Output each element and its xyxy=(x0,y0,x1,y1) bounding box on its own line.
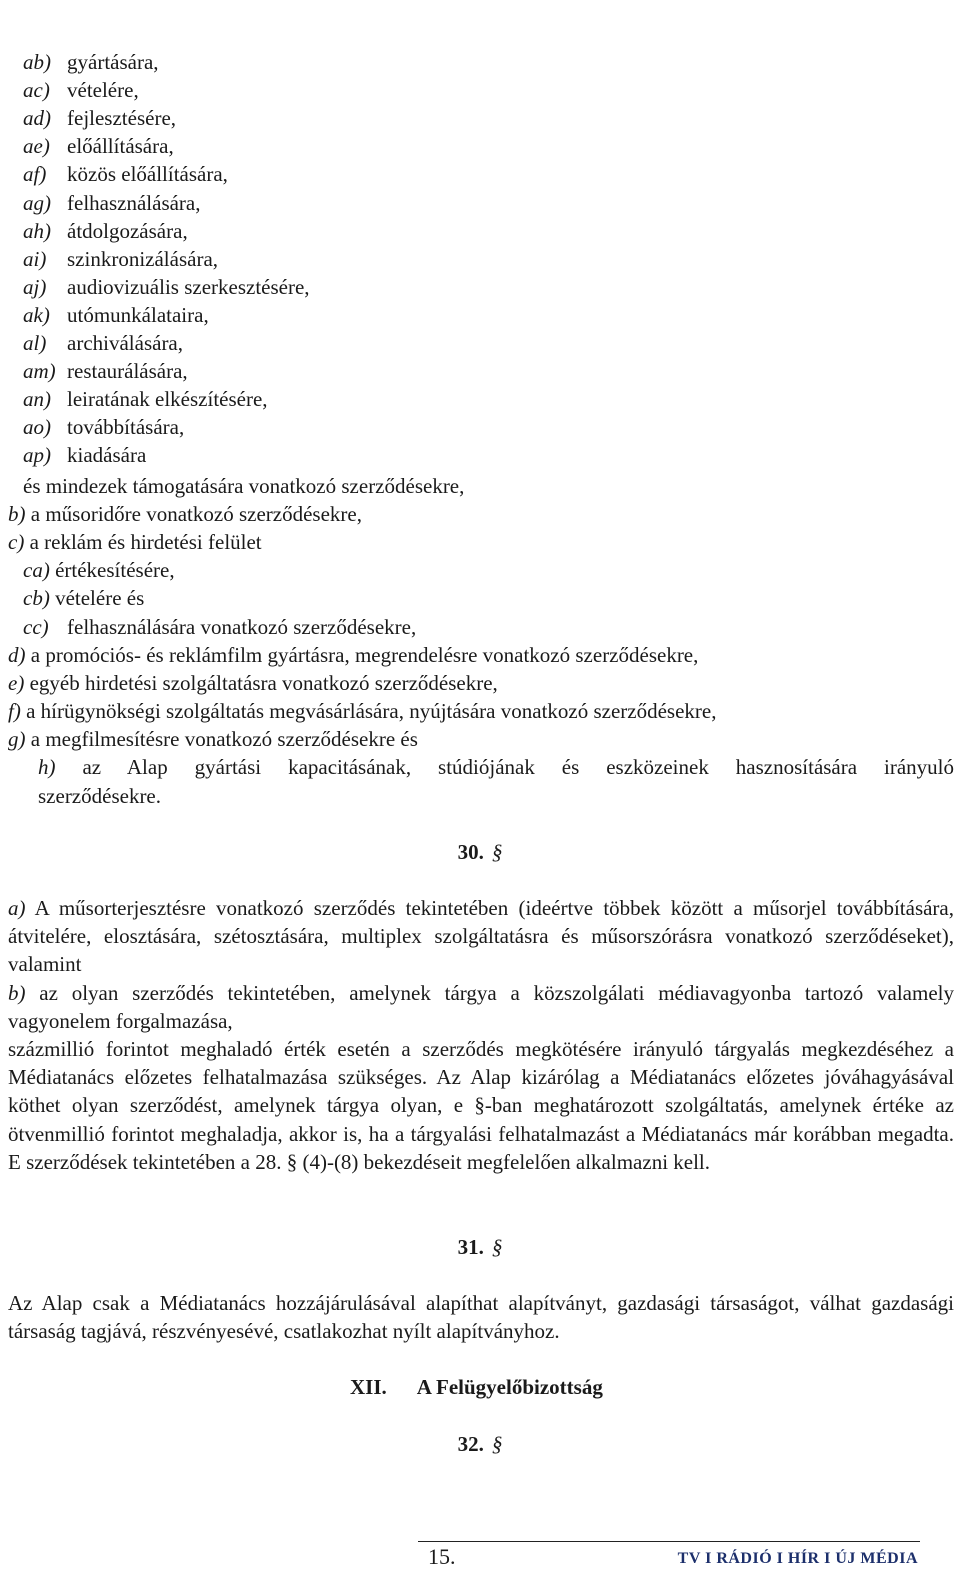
list-item xyxy=(23,132,174,160)
item-text: az olyan szerződés tekintetében, amelynek tárgya a közszolgálati médiavagyonba tartozó valamely vagyonelem forgalmazása, xyxy=(8,980,954,1033)
item-text: értékesítésére, xyxy=(49,558,175,582)
list-item xyxy=(23,76,139,104)
item-label: g) xyxy=(8,727,26,751)
item-text: kiadására xyxy=(67,443,147,468)
list-item xyxy=(23,329,183,357)
item-label: an) xyxy=(23,387,51,412)
item-label: ai) xyxy=(23,246,47,271)
section-number: 31. xyxy=(457,1235,484,1259)
chapter-heading xyxy=(350,1373,603,1401)
item-text: a műsoridőre vonatkozó szerződésekre, xyxy=(25,502,362,526)
item-label: b) xyxy=(8,980,26,1005)
list-item-b xyxy=(8,500,362,528)
section-heading-31 xyxy=(0,1233,960,1261)
page-number: 15. xyxy=(428,1544,456,1569)
item-text: gyártására, xyxy=(67,50,159,74)
section-heading-32 xyxy=(0,1430,960,1458)
item-label: ae) xyxy=(23,134,50,159)
item-text: előállítására, xyxy=(67,134,174,159)
list-item xyxy=(23,245,218,273)
item-text: közös előállítására, xyxy=(67,162,228,187)
section-number: 32. xyxy=(457,1432,484,1456)
list-item xyxy=(23,441,146,469)
chapter-title: A Felügyelőbizottság xyxy=(416,1375,603,1399)
item-text: restaurálására, xyxy=(67,359,188,384)
item-label: ag) xyxy=(23,190,51,215)
item-text: egyéb hirdetési szolgáltatásra vonatkozó szerződésekre, xyxy=(24,671,498,695)
section-heading-30 xyxy=(0,838,960,866)
list-item xyxy=(23,217,188,245)
item-text: vételére, xyxy=(67,78,139,103)
list-item-ca xyxy=(23,556,175,584)
paragraph-symbol: § xyxy=(491,840,503,864)
section-30-body: százmillió forintot meghaladó érték esetén a szerződés megkötésére irányuló tárgyalás megkezdéséhez a Médiatanács előzetes felhatalmazása szükséges. Az Alap kizárólag a Médiatanács előzetes jóváhagyásával köthet olyan szerződést, amelynek tárgya olyan, e §-ban meghatározott szolgáltatás, amelynek értéke az ötvenmillió forintot meghaladja, akkor is, ha a tárgyalási felhatalmazást a Médiatanács már korábban megadta. E szerződések tekintetében a 28. § (4)-(8) bekezdéseit megfelelően alkalmazni kell. xyxy=(8,1037,954,1174)
footer-brand: TV I RÁDIÓ I HÍR I ÚJ MÉDIA xyxy=(677,1550,918,1567)
item-label: b) xyxy=(8,502,26,526)
section-30-item-b xyxy=(8,979,954,1035)
item-label: ak) xyxy=(23,302,50,327)
item-text: fejlesztésére, xyxy=(67,106,177,131)
list-item xyxy=(23,357,188,385)
item-label: aj) xyxy=(23,274,47,299)
item-label: am) xyxy=(23,359,56,384)
item-label: f) xyxy=(8,699,21,723)
list-item xyxy=(23,104,176,132)
section-number: 30. xyxy=(457,840,484,864)
item-text: felhasználására vonatkozó szerződésekre, xyxy=(67,615,417,639)
item-text: utómunkálataira, xyxy=(67,302,209,327)
item-label: ca) xyxy=(23,558,50,582)
section-31-body: Az Alap csak a Médiatanács hozzájárulásával alapíthat alapítványt, gazdasági társaságot, válhat gazdasági társaság tagjává, részvényesévé, csatlakozhat nyílt alapítványhoz. xyxy=(8,1291,954,1344)
item-label: af) xyxy=(23,162,47,187)
item-text: audiovizuális szerkesztésére, xyxy=(67,274,310,299)
list-item xyxy=(23,48,159,76)
list-item xyxy=(23,301,209,329)
list-item xyxy=(23,413,184,441)
section-30-text xyxy=(8,894,954,1176)
item-label: ac) xyxy=(23,78,50,103)
item-label: ad) xyxy=(23,106,51,131)
item-text: a promóciós- és reklámfilm gyártásra, megrendelésre vonatkozó szerződésekre, xyxy=(25,643,699,667)
item-label: ao) xyxy=(23,415,51,440)
item-label: ah) xyxy=(23,218,51,243)
item-text: leiratának elkészítésére, xyxy=(67,387,268,412)
list-item-g xyxy=(8,725,418,753)
list-item-e xyxy=(8,669,498,697)
summary-line: és mindezek támogatására vonatkozó szerződésekre, xyxy=(23,474,465,498)
item-text: felhasználására, xyxy=(67,190,201,215)
list-item-f xyxy=(8,697,716,725)
item-label: h) xyxy=(38,755,56,779)
list-item xyxy=(23,273,310,301)
item-label: c) xyxy=(8,530,25,554)
item-h-first-line xyxy=(38,753,954,781)
list-item-c xyxy=(8,528,262,556)
item-text: a hírügynökségi szolgáltatás megvásárlására, nyújtására vonatkozó szerződésekre, xyxy=(20,699,717,723)
item-text: vételére és xyxy=(49,586,145,610)
list-item-cb xyxy=(23,584,144,612)
section-31-text xyxy=(8,1289,954,1345)
item-label: ab) xyxy=(23,50,51,74)
list-item-h xyxy=(38,753,954,781)
paragraph-symbol: § xyxy=(491,1235,503,1259)
item-text: archiválására, xyxy=(67,331,184,355)
item-text: továbbítására, xyxy=(67,415,185,440)
list-item xyxy=(23,385,268,413)
list-item xyxy=(23,160,228,188)
item-text: átdolgozására, xyxy=(67,218,188,243)
item-label: e) xyxy=(8,671,25,695)
item-text: A műsorterjesztésre vonatkozó szerződés tekintetében (ideértve többek között a műsorjel továbbítására, átvitelére, elosztására, szétosztására, multiplex szolgáltatásra és műsorszórásra vonatkozó szerződéseket), valamint xyxy=(8,896,954,977)
chapter-number: XII. xyxy=(350,1375,387,1399)
item-label: d) xyxy=(8,643,26,667)
list-item-cc xyxy=(23,613,416,641)
item-text: szinkronizálására, xyxy=(67,246,219,271)
list-item xyxy=(23,189,201,217)
item-label: cb) xyxy=(23,586,50,610)
item-label: a) xyxy=(8,896,26,920)
item-h-continuation: szerződésekre. xyxy=(38,784,162,808)
item-text: a reklám és hirdetési felület xyxy=(24,530,262,554)
item-label: ap) xyxy=(23,443,51,468)
item-text: a megfilmesítésre vonatkozó szerződésekre és xyxy=(25,727,418,751)
item-text: az Alap gyártási kapacitásának, stúdiójának és eszközeinek hasznosítására irányuló xyxy=(55,755,954,779)
list-item-d xyxy=(8,641,698,669)
item-label: al) xyxy=(23,331,47,355)
section-30-item-a xyxy=(8,894,954,979)
paragraph-symbol: § xyxy=(491,1432,503,1456)
item-label: cc) xyxy=(23,615,49,639)
footer-rule xyxy=(418,1541,920,1542)
